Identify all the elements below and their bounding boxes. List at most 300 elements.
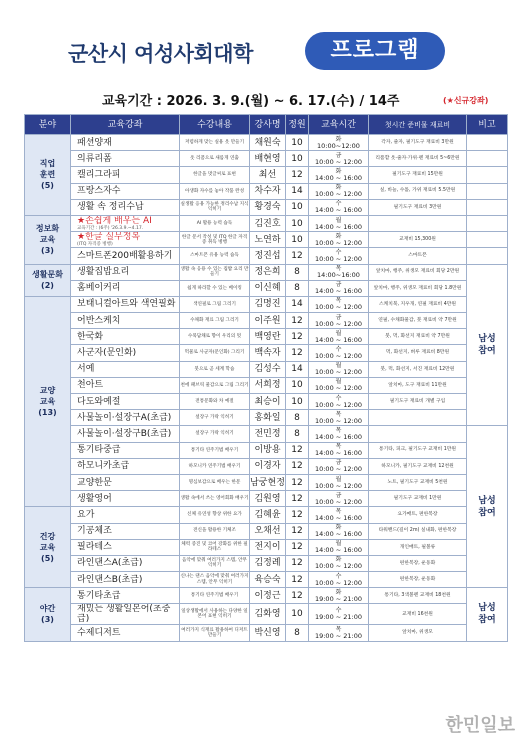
capacity: 10: [286, 135, 309, 151]
note-cell-empty: [467, 232, 508, 248]
class-time: [309, 442, 369, 458]
course-label: 생활 속 정리수납: [77, 202, 144, 213]
class-day: 수: [335, 346, 342, 354]
table-row: [25, 248, 508, 264]
class-time: [309, 588, 369, 604]
course-content: 붓으로 곧 세계 학습: [180, 361, 250, 377]
course-label: 프랑스자수: [77, 186, 121, 197]
capacity: 8: [286, 410, 309, 426]
category-cell: 정보화 교육 (3): [25, 215, 71, 264]
course-name: [71, 555, 180, 571]
class-hours: 10:00 ~ 12:00: [314, 400, 363, 409]
capacity: 12: [286, 442, 309, 458]
table-row: [25, 151, 508, 167]
course-name: [71, 264, 180, 280]
class-day: 수: [335, 394, 342, 402]
class-time: [309, 232, 369, 248]
course-content: 통기타 연주기법 배우기: [180, 588, 250, 604]
materials-fee: 앞치마, 도구 재료비 11만원: [369, 377, 467, 393]
teacher-name: 오채선: [250, 523, 286, 539]
course-label: 한글 실무정복: [85, 232, 141, 243]
table-row: [25, 296, 508, 312]
capacity: 12: [286, 248, 309, 264]
class-hours: 10:00~12:00: [317, 141, 360, 150]
capacity: 12: [286, 345, 309, 361]
table-row: [25, 539, 508, 555]
course-label: 천아트: [77, 380, 104, 391]
note-cell-empty: [467, 215, 508, 231]
course-name: [71, 426, 180, 442]
class-time: [309, 151, 369, 167]
capacity: 12: [286, 458, 309, 474]
category-cell: 직업 훈련 (5): [25, 135, 71, 216]
course-content: 신나는 댄스 음악에 맞춰 여러가지 스텝, 안무 익히기: [180, 572, 250, 588]
class-day: 화: [335, 588, 342, 596]
course-name: [71, 329, 180, 345]
table-row: [25, 199, 508, 215]
teacher-name: 서희정: [250, 377, 286, 393]
class-time: [309, 345, 369, 361]
course-content: 전통문화와 차 예절: [180, 394, 250, 410]
class-hours: 10:00 ~ 12:00: [314, 303, 363, 312]
course-label: 다도와예절: [77, 396, 121, 407]
class-hours: 10:00 ~ 12:00: [314, 157, 363, 166]
class-day: 수: [335, 572, 342, 580]
materials-fee: 요가매트, 편한복장: [369, 507, 467, 523]
class-day: 목: [335, 410, 342, 418]
capacity: 12: [286, 539, 309, 555]
table-header-row: [25, 115, 508, 135]
course-label: 수제디저트: [77, 628, 121, 639]
class-hours: 10:00 ~ 12:00: [314, 562, 363, 571]
course-name: [71, 572, 180, 588]
teacher-name: 황경숙: [250, 199, 286, 215]
note-cell-empty: [467, 183, 508, 199]
teacher-name: 최승이: [250, 394, 286, 410]
course-name: [71, 345, 180, 361]
materials-fee: 교재비 15,300원: [369, 232, 467, 248]
teacher-name: 김성수: [250, 361, 286, 377]
teacher-name: 전민정: [250, 426, 286, 442]
title-pill: 프로그램: [305, 32, 445, 70]
course-label: 사물놀이·설장구A(초급): [77, 412, 172, 423]
capacity: 12: [286, 523, 309, 539]
course-content: 신체 유연성 향상 위한 요가: [180, 507, 250, 523]
course-subtext: (ITQ 자격증 병행): [77, 242, 113, 248]
course-name: [71, 474, 180, 490]
teacher-name: 이신혜: [250, 280, 286, 296]
class-day: 화: [335, 167, 342, 175]
course-label: 사물놀이·설장구B(초급): [77, 428, 172, 439]
capacity: 10: [286, 394, 309, 410]
capacity: 14: [286, 296, 309, 312]
program-table: [24, 114, 508, 642]
class-day: 목: [335, 507, 342, 515]
course-label: 캘리그라피: [77, 169, 121, 180]
class-day: 목: [335, 443, 342, 451]
course-content: 한글을 멋글씨로 표현: [180, 167, 250, 183]
course-content: 쉽게 따라할 수 있는 베이킹: [180, 280, 250, 296]
class-hours: 14:00 ~ 16:00: [314, 432, 363, 441]
course-content: 천에 패브릭 물감으로 그림 그리기: [180, 377, 250, 393]
course-label: 통기타초급: [77, 590, 121, 601]
capacity: 8: [286, 280, 309, 296]
category-cell: 야간 (3): [25, 588, 71, 641]
materials-fee: 노트, 필기도구 교재비 5천원: [369, 474, 467, 490]
capacity: 12: [286, 167, 309, 183]
course-subtext: 교육기간 : (6주) '26.3.9.~4.17.: [77, 226, 144, 232]
teacher-name: 백속자: [250, 345, 286, 361]
materials-fee: 하모니카, 필기도구 교재비 12천원: [369, 458, 467, 474]
course-name: [71, 361, 180, 377]
class-hours: 19:00 ~ 21:00: [314, 613, 363, 622]
materials-fee: 앞치마, 위생모: [369, 625, 467, 641]
class-time: [309, 296, 369, 312]
class-time: [309, 410, 369, 426]
class-day: 수: [335, 200, 342, 208]
course-content: 명심보감으로 배우는 한문: [180, 474, 250, 490]
class-time: [309, 329, 369, 345]
course-label: 패션양재: [77, 137, 112, 148]
course-label: 하모니카초급: [77, 461, 130, 472]
teacher-name: 이방용: [250, 442, 286, 458]
table-row: [25, 523, 508, 539]
course-content: 전신을 활용한 기체조: [180, 523, 250, 539]
table-row: [25, 507, 508, 523]
course-name: [71, 458, 180, 474]
course-content: 스마트폰 유용 능력 습득: [180, 248, 250, 264]
class-time: [309, 507, 369, 523]
class-time: [309, 313, 369, 329]
teacher-name: 최선: [250, 167, 286, 183]
course-label: 스마트폰200배활용하기: [77, 250, 173, 261]
materials-fee: [369, 426, 467, 442]
class-day: 수: [335, 248, 342, 256]
course-name: [71, 410, 180, 426]
table-row: [25, 215, 508, 231]
class-hours: 19:00 ~ 21:00: [314, 594, 363, 603]
class-hours: 10:00 ~ 12:00: [314, 238, 363, 247]
capacity: 10: [286, 232, 309, 248]
table-row: [25, 555, 508, 571]
class-day: 화: [335, 184, 342, 192]
course-content: 수채화 재료 그림 그리기: [180, 313, 250, 329]
table-row: [25, 232, 508, 248]
class-hours: 14:00 ~ 16:00: [314, 222, 363, 231]
course-label: 라인댄스B(초급): [77, 574, 143, 585]
course-name: [71, 588, 180, 604]
capacity: 10: [286, 377, 309, 393]
course-content: 아생화 자수를 놓아 작품 완성: [180, 183, 250, 199]
course-name: [71, 248, 180, 264]
class-day: 화: [335, 135, 342, 143]
course-content: 저렴하게 맞는 실용 옷 만들기: [180, 135, 250, 151]
table-row: [25, 361, 508, 377]
class-time: [309, 426, 369, 442]
col-header: 분야: [25, 115, 71, 135]
capacity: 12: [286, 474, 309, 490]
class-hours: 19:00 ~ 21:00: [314, 632, 363, 641]
class-day: 월: [335, 329, 342, 337]
class-hours: 14:00 ~ 16:00: [314, 287, 363, 296]
teacher-name: 이정근: [250, 588, 286, 604]
table-row: [25, 377, 508, 393]
class-hours: 10:00 ~ 12:00: [314, 384, 363, 393]
course-content: 여러가지 식재료 활용하여 디저트 만들기: [180, 625, 250, 641]
materials-fee: 각자, 줄자, 필기도구 재료비 3만원: [369, 135, 467, 151]
note-cell: 남성 참여: [467, 588, 508, 641]
class-hours: 10:00 ~ 12:00: [314, 497, 363, 506]
class-day: 금: [335, 151, 342, 159]
materials-fee: 개인매트, 필볼류: [369, 539, 467, 555]
col-header: 수강내용: [180, 115, 250, 135]
class-day: 화: [335, 556, 342, 564]
class-time: [309, 523, 369, 539]
materials-fee: 붓, 먹, 화선지, 서진 재료비 12만원: [369, 361, 467, 377]
class-day: 목: [335, 626, 342, 634]
course-content: 한글 문서 작성 및 ITQ 한글 자격증 취득 병행: [180, 232, 250, 248]
capacity: 12: [286, 491, 309, 507]
course-content: 하모니카 연주기법 배우기: [180, 458, 250, 474]
course-content: 옷 리폼으로 새롭게 연출: [180, 151, 250, 167]
new-star-icon: ★: [77, 232, 86, 243]
class-day: 화: [335, 232, 342, 240]
col-header: 정원: [286, 115, 309, 135]
course-content: 설장구 가락 익히기: [180, 410, 250, 426]
table-row: [25, 183, 508, 199]
teacher-name: 정은희: [250, 264, 286, 280]
teacher-name: 이경자: [250, 458, 286, 474]
class-day: 목: [335, 426, 342, 434]
table-row: [25, 167, 508, 183]
note-cell: 남성 참여: [467, 426, 508, 588]
materials-fee: 실, 바늘, 수틀, 가위 재료비 5.5만원: [369, 183, 467, 199]
materials-fee: 앞치마, 행주, 위생모 재료비 회당 2만원: [369, 264, 467, 280]
table-row: [25, 572, 508, 588]
class-day: 월: [335, 378, 342, 386]
class-time: [309, 491, 369, 507]
materials-fee: [369, 410, 467, 426]
capacity: 12: [286, 329, 309, 345]
course-name: [71, 539, 180, 555]
category-cell: 교양 교육 (13): [25, 296, 71, 506]
table-row: [25, 135, 508, 151]
col-header: 교육강좌: [71, 115, 180, 135]
class-time: [309, 183, 369, 199]
materials-fee: 필기도구 재료비 개별 구입: [369, 394, 467, 410]
class-hours: 14:00 ~ 16:00: [314, 335, 363, 344]
class-time: [309, 604, 369, 625]
table-row: [25, 329, 508, 345]
class-hours: 14:00 ~ 16:00: [314, 513, 363, 522]
class-day: 금: [335, 281, 342, 289]
course-content: 먹물로 사군자(문인화) 그리기: [180, 345, 250, 361]
teacher-name: 배현영: [250, 151, 286, 167]
course-label: 기공체조: [77, 526, 112, 537]
table-row: [25, 410, 508, 426]
course-content: 생활 속에서 쓰는 영어회화 배우기: [180, 491, 250, 507]
materials-fee: 편한복장, 운동화: [369, 555, 467, 571]
capacity: 10: [286, 215, 309, 231]
course-content: 색연필로 그림 그리기: [180, 296, 250, 312]
class-time: [309, 167, 369, 183]
course-name: [71, 491, 180, 507]
class-time: [309, 377, 369, 393]
course-name: [71, 199, 180, 215]
class-hours: 14:00 ~ 16:00: [314, 173, 363, 182]
course-name: [71, 523, 180, 539]
capacity: 8: [286, 426, 309, 442]
table-row: [25, 394, 508, 410]
teacher-name: 김정례: [250, 555, 286, 571]
course-content: 설장구 가락 익히기: [180, 426, 250, 442]
table-row: [25, 313, 508, 329]
class-hours: 10:00 ~ 12:00: [314, 254, 363, 263]
materials-fee: 타워밴드(길이 2m) 실내화, 편한복장: [369, 523, 467, 539]
class-time: [309, 135, 369, 151]
class-hours: 10:00 ~ 12:00: [314, 352, 363, 361]
class-hours: 14:00 ~ 16:00: [314, 449, 363, 458]
capacity: 10: [286, 199, 309, 215]
teacher-name: 홍화일: [250, 410, 286, 426]
teacher-name: 박신영: [250, 625, 286, 641]
course-name: [71, 296, 180, 312]
new-course-note: (★신규강좌): [443, 96, 489, 105]
table-row: [25, 491, 508, 507]
course-label: 어반스케치: [77, 315, 121, 326]
class-time: [309, 280, 369, 296]
course-label: 생활영어: [77, 493, 112, 504]
header: [0, 0, 527, 112]
class-day: 목: [335, 297, 342, 305]
teacher-name: 노연하: [250, 232, 286, 248]
class-hours: 10:00 ~ 12:00: [314, 481, 363, 490]
class-hours: 10:00 ~ 12:00: [314, 416, 363, 425]
teacher-name: 남궁현정: [250, 474, 286, 490]
course-name: [71, 604, 180, 625]
teacher-name: 백영란: [250, 329, 286, 345]
course-label: 한국화: [77, 331, 104, 342]
note-cell-empty: [467, 199, 508, 215]
note-cell-empty: [467, 248, 508, 264]
materials-fee: 앞치마, 행주, 위생모 재료비 회당 1.8만원: [369, 280, 467, 296]
teacher-name: 정진섭: [250, 248, 286, 264]
class-day: 월: [335, 540, 342, 548]
table-row: [25, 264, 508, 280]
education-period: 교육기간 : 2026. 3. 9.(월) ~ 6. 17.(수) / 14주: [102, 94, 400, 109]
course-name: [71, 183, 180, 199]
course-label: 홈베이커리: [77, 283, 121, 294]
course-name: [71, 313, 180, 329]
watermark-logo: 한민일보: [445, 715, 515, 736]
class-hours: 14:00~16:00: [317, 271, 360, 280]
course-name: [71, 232, 180, 248]
class-hours: 10:00 ~ 12:00: [314, 368, 363, 377]
class-day: 월: [335, 475, 342, 483]
table-row: [25, 474, 508, 490]
table-row: [25, 426, 508, 442]
course-label: 의류리폼: [77, 153, 112, 164]
course-label: 통기타중급: [77, 445, 121, 456]
course-name: [71, 215, 180, 231]
note-cell-empty: [467, 151, 508, 167]
table-row: [25, 588, 508, 604]
table-row: [25, 604, 508, 625]
course-name: [71, 442, 180, 458]
materials-fee: 편한복장, 운동화: [369, 572, 467, 588]
class-hours: 10:00 ~ 12:00: [314, 319, 363, 328]
course-label: 손쉽게 배우는 AI: [85, 216, 152, 227]
teacher-name: 김혜윤: [250, 507, 286, 523]
teacher-name: 전지이: [250, 539, 286, 555]
teacher-name: 김진호: [250, 215, 286, 231]
course-name: [71, 151, 180, 167]
class-time: [309, 248, 369, 264]
course-label: 보태니컬아트와 색연필화: [77, 299, 176, 310]
materials-fee: 통기타, 3색볼펜 교재비 18천원: [369, 588, 467, 604]
teacher-name: 김원영: [250, 491, 286, 507]
col-header: 비고: [467, 115, 508, 135]
table-row: [25, 280, 508, 296]
course-name: [71, 507, 180, 523]
course-name: [71, 394, 180, 410]
capacity: 14: [286, 361, 309, 377]
materials-fee: 필기도구 재료비 3만원: [369, 199, 467, 215]
course-content: 통기타 연주기법 배우기: [180, 442, 250, 458]
capacity: 10: [286, 604, 309, 625]
materials-fee: 필기도구 교재비 1만원: [369, 491, 467, 507]
category-cell: 생활문화 (2): [25, 264, 71, 296]
note-cell-empty: [467, 135, 508, 151]
capacity: 8: [286, 625, 309, 641]
col-header: 강사명: [250, 115, 286, 135]
teacher-name: 이주원: [250, 313, 286, 329]
course-label: 교양한문: [77, 477, 112, 488]
course-name: [71, 167, 180, 183]
course-label: 사군자(문인화): [77, 348, 137, 359]
materials-fee: 리폼할 옷·줄자·가위·펜 재료비 5~6만원: [369, 151, 467, 167]
class-time: [309, 215, 369, 231]
materials-fee: 교재비 16천원: [369, 604, 467, 625]
class-time: [309, 458, 369, 474]
course-content: 음악에 맞춰 여러가지 스텝, 안무 익히기: [180, 555, 250, 571]
class-time: [309, 625, 369, 641]
class-day: 월: [335, 362, 342, 370]
class-time: [309, 264, 369, 280]
class-hours: 10:00 ~ 12:00: [314, 190, 363, 199]
materials-fee: [369, 215, 467, 231]
class-day: 금: [335, 313, 342, 321]
class-day: 금: [335, 491, 342, 499]
class-day: 화: [335, 524, 342, 532]
class-day: 수: [335, 607, 342, 615]
materials-fee: 필기도구 재료비 15만원: [369, 167, 467, 183]
class-hours: 14:00 ~ 16:00: [314, 546, 363, 555]
course-name: [71, 625, 180, 641]
course-content: 생활 속 응용 수 있는 집밥 요리 만들기: [180, 264, 250, 280]
category-cell: 건강 교육 (5): [25, 507, 71, 588]
capacity: 12: [286, 588, 309, 604]
course-label: 필라테스: [77, 542, 112, 553]
class-day: 월: [335, 216, 342, 224]
capacity: 12: [286, 313, 309, 329]
course-label: 생활집밥요리: [77, 267, 130, 278]
class-time: [309, 361, 369, 377]
class-time: [309, 199, 369, 215]
materials-fee: 스마트폰: [369, 248, 467, 264]
class-day: 금: [335, 459, 342, 467]
course-name: [71, 135, 180, 151]
